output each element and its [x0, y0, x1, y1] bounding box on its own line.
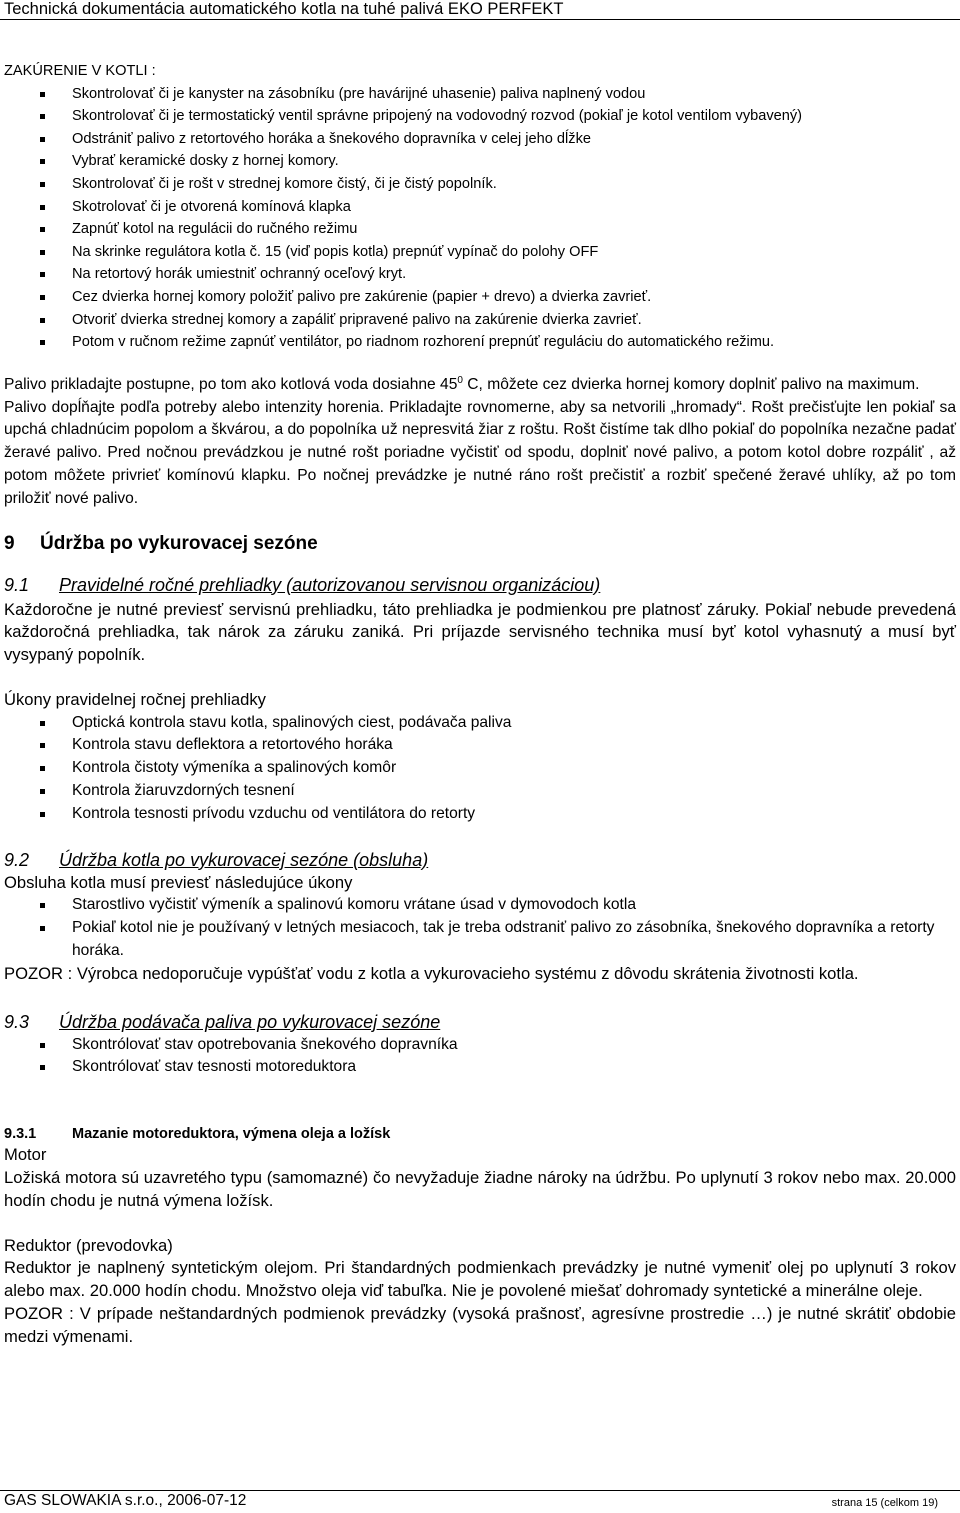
section-9-heading: 9 Údržba po vykurovacej sezóne	[4, 532, 318, 554]
fuel-paragraph-2: Palivo dopĺňajte podľa potreby alebo intenzity horenia. Prikladajte rovnomerne, aby sa netvorili „hromady“. Rošt prečisťujte len pokiaľ sa upchá chladnúcim popolom a škvárou, a do popolníka už nepresvitá žiar z roštu. Rošt čistíme tak dlho pokiaľ do popolníka nezačne padať žeravé palivo. Pred nočnou prevádzkou je nutné rošt poriadne vyčistiť od spodu, doplniť nové palivo, a potom kotol dobre rozpáliť , až potom môžete privrieť komínovú klapku. Po nočnej prevádzke je nutné ráno rošt prečistiť a rozbiť spečené žeravé uhlíky, až po tom priložiť nové palivo.	[4, 398, 956, 507]
section-9-2-intro: Obsluha kotla musí previesť následujúce úkony	[4, 872, 353, 892]
kindling-title: ZAKÚRENIE V KOTLI :	[4, 63, 156, 79]
list-item: Skontrolovať či je kanyster na zásobníku (pre havárijné uhasenie) paliva naplnený vodou	[0, 83, 960, 106]
bullet-icon	[40, 743, 45, 748]
list-item: Skontrolovať či je termostatický ventil správne pripojený na vodovodný rozvod (pokiaľ je kotol ventilom vybavený)	[0, 105, 960, 128]
bullet-icon	[40, 318, 45, 323]
list-item: Na retortový horák umiestniť ochranný oceľový kryt.	[0, 263, 960, 286]
header-divider	[0, 19, 960, 20]
bullet-icon	[40, 926, 45, 931]
bullet-icon	[40, 227, 45, 232]
reducer-warning: POZOR : V prípade neštandardných podmienok prevádzky (vysoká prašnosť, agresívne prostredie …) je nutné skrátiť obdobie medzi výmenami.	[4, 1304, 956, 1346]
section-9-3-1-heading: 9.3.1 Mazanie motoreduktora, výmena oleja a ložísk	[4, 1126, 391, 1143]
bullet-icon	[40, 159, 45, 164]
footer-divider	[0, 1490, 960, 1491]
page-header	[0, 0, 960, 22]
bullet-icon	[40, 92, 45, 97]
list-item: Pokiaľ kotol nie je používaný v letných mesiacoch, tak je treba odstraniť palivo zo zásobníka, šnekového dopravníka a retorty horáka.	[0, 917, 960, 963]
list-item: Vybrať keramické dosky z hornej komory.	[0, 150, 960, 173]
document-title: Technická dokumentácia automatického kotla na tuhé palivá EKO PERFEKT	[4, 0, 564, 18]
section-9-2-warning: POZOR : Výrobca nedoporučuje vypúšťať vodu z kotla a vykurovacieho systému z dôvodu skrátenia životnosti kotla.	[4, 963, 859, 983]
page-footer	[0, 1490, 960, 1513]
bullet-icon	[40, 182, 45, 187]
motor-text: Ložiská motora sú uzavretého typu (samomazné) čo nevyžaduje žiadne nároky na údržbu. Po uplynutí 3 rokov nebo max. 20.000 hodín chodu je nutná výmena ložísk.	[4, 1168, 956, 1210]
bullet-icon	[40, 766, 45, 771]
bullet-icon	[40, 295, 45, 300]
bullet-icon	[40, 205, 45, 210]
footer-company: GAS SLOWAKIA s.r.o., 2006-07-12	[4, 1492, 247, 1509]
list-item: Cez dvierka hornej komory položiť palivo pre zakúrenie (papier + drevo) a dvierka zavrieť.	[0, 286, 960, 309]
reducer-label: Reduktor (prevodovka)	[4, 1235, 173, 1255]
list-item: Kontrola tesnosti prívodu vzduchu od ventilátora do retorty	[0, 803, 960, 826]
section-9-2-heading: 9.2 Údržba kotla po vykurovacej sezóne (obsluha)	[4, 849, 429, 870]
bullet-icon	[40, 114, 45, 119]
page-number: strana 15 (celkom 19)	[831, 1497, 938, 1509]
section-9-1-paragraph: Každoročne je nutné previesť servisnú prehliadku, táto prehliadka je podmienkou pre platnosť záruky. Pokiaľ nebude prevedená každoročná prehliadka, tak nárok za záruku zaniká. Pri príjazde servisného technika musí byť kotol vyhasnutý a musí byť vysypaný popolník.	[4, 599, 956, 665]
list-item: Odstrániť palivo z retortového horáka a šnekového dopravníka v celej jeho dĺžke	[0, 128, 960, 151]
service-list	[0, 894, 960, 962]
bullet-icon	[40, 1065, 45, 1070]
motor-label: Motor	[4, 1145, 47, 1165]
fuel-paragraph: Palivo prikladajte postupne, po tom ako kotlová voda dosiahne $45^0$ C, môžete cez dvierka hornej komory doplniť palivo na maximum.	[4, 374, 920, 393]
bullet-icon	[40, 903, 45, 908]
reducer-text: Reduktor je naplnený syntetickým olejom. Pri štandardných podmienkach prevádzky je nutné vymeniť olej po uplynutí 3 rokov alebo max. 20.000 hodín chodu. Množstvo oleja viď tabuľka. Nie je povolené miešať dohromady syntetické a minerálne oleje.	[4, 1258, 956, 1301]
page-content	[0, 60, 960, 1349]
list-item: Skontrolovať či je rošt v strednej komore čistý, či je čistý popolník.	[0, 173, 960, 196]
list-item: Skotrolovať či je otvorená komínová klapka	[0, 196, 960, 219]
inspection-list-title: Úkony pravidelnej ročnej prehliadky	[4, 689, 266, 709]
feeder-list	[0, 1034, 960, 1080]
inspection-list	[0, 712, 960, 826]
bullet-icon	[40, 812, 45, 817]
bullet-icon	[40, 137, 45, 142]
kindling-list	[0, 83, 960, 354]
list-item: Optická kontrola stavu kotla, spalinových ciest, podávača paliva	[0, 712, 960, 735]
bullet-icon	[40, 340, 45, 345]
list-item: Kontrola čistoty výmeníka a spalinových komôr	[0, 757, 960, 780]
list-item: Skontrólovať stav opotrebovania šnekového dopravníka	[0, 1034, 960, 1057]
list-item: Otvoriť dvierka strednej komory a zapáliť pripravené palivo na zakúrenie dvierka zavrieť.	[0, 309, 960, 332]
list-item: Potom v ručnom režime zapnúť ventilátor, po riadnom rozhorení prepnúť reguláciu do automatického režimu.	[0, 331, 960, 354]
section-9-1-heading: 9.1 Pravidelné ročné prehliadky (autorizovanou servisnou organizáciou)	[4, 574, 601, 595]
list-item: Zapnúť kotol na regulácii do ručného režimu	[0, 218, 960, 241]
list-item: Starostlivo vyčistiť výmeník a spalinovú komoru vrátane úsad v dymovodoch kotla	[0, 894, 960, 917]
bullet-icon	[40, 1043, 45, 1048]
list-item: Kontrola žiaruvzdorných tesnení	[0, 780, 960, 803]
bullet-icon	[40, 250, 45, 255]
list-item: Kontrola stavu deflektora a retortového horáka	[0, 734, 960, 757]
bullet-icon	[40, 272, 45, 277]
list-item: Skontrólovať stav tesnosti motoreduktora	[0, 1056, 960, 1079]
bullet-icon	[40, 721, 45, 726]
bullet-icon	[40, 789, 45, 794]
list-item: Na skrinke regulátora kotla č. 15 (viď popis kotla) prepnúť vypínač do polohy OFF	[0, 241, 960, 264]
section-9-3-heading: 9.3 Údržba podávača paliva po vykurovacej sezóne	[4, 1011, 441, 1032]
